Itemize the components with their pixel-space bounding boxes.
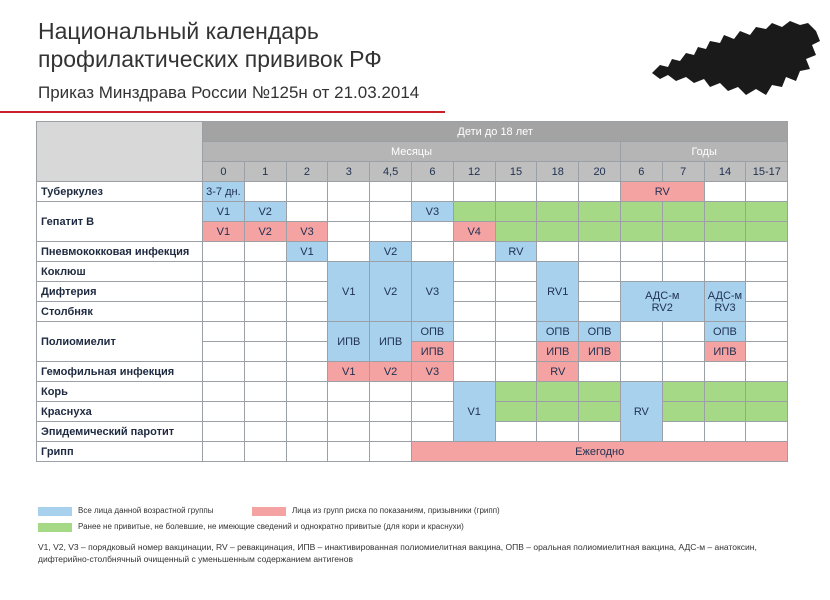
cell: RV bbox=[620, 182, 704, 202]
legend-swatch-green bbox=[38, 523, 72, 532]
cell: V1 bbox=[203, 222, 245, 242]
cell bbox=[662, 202, 704, 222]
cell bbox=[495, 382, 537, 402]
row-label-rubella: Краснуха bbox=[37, 402, 203, 422]
cell bbox=[662, 382, 704, 402]
cell bbox=[537, 202, 579, 222]
cell: V3 bbox=[411, 202, 453, 222]
legend-green-text: Ранее не привитые, не болевшие, не имеющие сведений и однократно привитые (для кори и краснухи) bbox=[78, 522, 464, 531]
row-label-tetanus: Столбняк bbox=[37, 302, 203, 322]
cell bbox=[537, 382, 579, 402]
legend-red-text: Лица из групп риска по показаниям, призывники (грипп) bbox=[292, 506, 500, 515]
row-label-pneumococcal: Пневмококковая инфекция bbox=[37, 242, 203, 262]
cell-line: АДС-м bbox=[707, 289, 743, 302]
year-col: 6 bbox=[620, 162, 662, 182]
cell bbox=[704, 282, 746, 322]
footnote: V1, V2, V3 – порядковый номер вакцинации, RV – ревакцинация, ИПВ – инактивированная полиомиелитная вакцина, ОПВ – оральная полиомиелитная вакцина, АДС-м – анатоксин, дифтерийно-столбнячный очищенный с уменьшенным содержанием антигенов bbox=[38, 542, 757, 564]
row-label-polio: Полиомиелит bbox=[37, 322, 203, 362]
row-label-hepatitis-b: Гепатит В bbox=[37, 202, 203, 242]
row-label-diphtheria: Дифтерия bbox=[37, 282, 203, 302]
cell: ОПВ bbox=[537, 322, 579, 342]
cell bbox=[495, 222, 537, 242]
month-col: 6 bbox=[411, 162, 453, 182]
cell bbox=[579, 202, 621, 222]
cell bbox=[704, 202, 746, 222]
cell bbox=[453, 202, 495, 222]
cell: ИПВ bbox=[704, 342, 746, 362]
corner-cell bbox=[37, 122, 203, 182]
cell bbox=[620, 202, 662, 222]
header-children: Дети до 18 лет bbox=[203, 122, 788, 142]
header-months: Месяцы bbox=[203, 142, 621, 162]
cell bbox=[746, 222, 788, 242]
month-col: 0 bbox=[203, 162, 245, 182]
month-col: 3 bbox=[328, 162, 370, 182]
cell-line: АДС-м bbox=[645, 289, 680, 302]
cell bbox=[537, 402, 579, 422]
title-line-2: профилактических прививок РФ bbox=[38, 46, 382, 72]
cell: ИПВ bbox=[537, 342, 579, 362]
row-label-hib: Гемофильная инфекция bbox=[37, 362, 203, 382]
cell: V4 bbox=[453, 222, 495, 242]
cell: RV bbox=[495, 242, 537, 262]
cell bbox=[746, 382, 788, 402]
title-line-1: Национальный календарь bbox=[38, 18, 319, 44]
cell: ИПВ bbox=[579, 342, 621, 362]
row-label-pertussis: Коклюш bbox=[37, 262, 203, 282]
month-col: 1 bbox=[244, 162, 286, 182]
row-label-mumps: Эпидемический паротит bbox=[37, 422, 203, 442]
month-col: 18 bbox=[537, 162, 579, 182]
row-label-measles: Корь bbox=[37, 382, 203, 402]
legend-swatch-red bbox=[252, 507, 286, 516]
month-col: 4,5 bbox=[370, 162, 412, 182]
cell bbox=[662, 402, 704, 422]
header-years: Годы bbox=[620, 142, 787, 162]
cell: V1 bbox=[328, 262, 370, 322]
cell: Ежегодно bbox=[411, 442, 787, 462]
year-col: 7 bbox=[662, 162, 704, 182]
cell: ОПВ bbox=[579, 322, 621, 342]
cell-line: RV2 bbox=[651, 301, 673, 314]
cell bbox=[704, 402, 746, 422]
cell: V3 bbox=[411, 362, 453, 382]
cell bbox=[662, 222, 704, 242]
cell: V2 bbox=[370, 362, 412, 382]
month-col: 20 bbox=[579, 162, 621, 182]
legend-swatch-blue bbox=[38, 507, 72, 516]
cell: V1 bbox=[203, 202, 245, 222]
year-col: 15-17 bbox=[746, 162, 788, 182]
cell-line: RV3 bbox=[714, 301, 736, 314]
cell: RV bbox=[620, 382, 662, 442]
cell bbox=[537, 222, 579, 242]
year-col: 14 bbox=[704, 162, 746, 182]
cell: RV bbox=[537, 362, 579, 382]
cell: ИПВ bbox=[370, 322, 412, 362]
cell: V1 bbox=[453, 382, 495, 442]
cell bbox=[746, 402, 788, 422]
cell bbox=[579, 222, 621, 242]
cell bbox=[704, 382, 746, 402]
cell: V2 bbox=[244, 222, 286, 242]
cell bbox=[704, 222, 746, 242]
cell: ИПВ bbox=[411, 342, 453, 362]
cell: ОПВ bbox=[704, 322, 746, 342]
month-col: 2 bbox=[286, 162, 328, 182]
cell: V2 bbox=[244, 202, 286, 222]
cell: V1 bbox=[328, 362, 370, 382]
cell: V2 bbox=[370, 242, 412, 262]
russia-map-icon bbox=[650, 15, 822, 105]
cell bbox=[495, 202, 537, 222]
row-label-tuberculosis: Туберкулез bbox=[37, 182, 203, 202]
cell bbox=[579, 402, 621, 422]
vaccination-table bbox=[36, 121, 788, 462]
month-col: 15 bbox=[495, 162, 537, 182]
cell bbox=[746, 202, 788, 222]
cell: V3 bbox=[286, 222, 328, 242]
cell: 3-7 дн. bbox=[203, 182, 245, 202]
title-divider bbox=[0, 111, 445, 113]
cell bbox=[579, 382, 621, 402]
cell bbox=[620, 222, 662, 242]
month-col: 12 bbox=[453, 162, 495, 182]
cell: V2 bbox=[370, 262, 412, 322]
legend-blue-text: Все лица данной возрастной группы bbox=[78, 506, 214, 515]
cell bbox=[620, 282, 704, 322]
cell: V3 bbox=[411, 262, 453, 322]
cell: RV1 bbox=[537, 262, 579, 322]
cell: ИПВ bbox=[328, 322, 370, 362]
cell: V1 bbox=[286, 242, 328, 262]
row-label-flu: Грипп bbox=[37, 442, 203, 462]
cell bbox=[495, 402, 537, 422]
subtitle: Приказ Минздрава России №125н от 21.03.2014 bbox=[38, 83, 420, 102]
cell: ОПВ bbox=[411, 322, 453, 342]
